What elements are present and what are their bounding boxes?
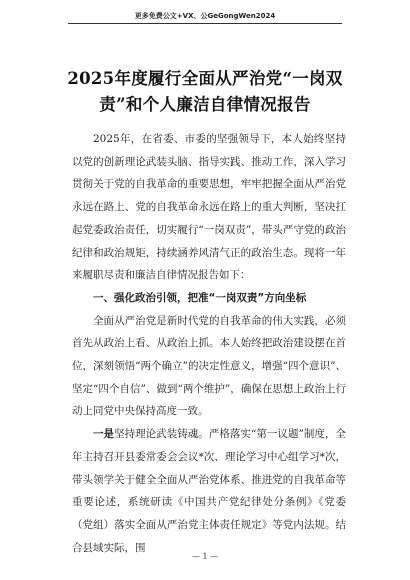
section1-paragraph-2 — [72, 423, 346, 559]
title-line-2: 责”和个人廉洁自律情况报告 — [99, 95, 311, 114]
header-note: 更多免费公文+VX、公GeGongWen2024 — [68, 9, 342, 24]
document-body — [72, 128, 346, 559]
paragraph-text: 坚持理论武装铸魂。严格落实“第一议题”制度，全年主持召开县委常委会会议*次、理论学习中心组学习*次，带头领学关于健全全面从严治党体系、推进党的自我革命等重要论述，系统研读《中国共产党纪律处分条例》《党委（党组）落实全面从严治党主体责任规定》等党内法规。结合县域实际，围 — [72, 428, 346, 554]
page-number: — 1 — — [191, 552, 219, 561]
section1-paragraph-1: 全面从严治党是新时代党的自我革命的伟大实践，必须首先从政治上看、从政治上抓。本人始终把政治建设摆在首位，深刻领悟“两个确立”的决定性意义，增强“四个意识”、坚定“四个自信”、做到“两个维护”，确保在思想上政治上行动上同党中央保持高度一致。 — [72, 314, 346, 418]
paragraph-lead: 一是 — [93, 428, 115, 441]
title-line-1: 2025年度履行全面从严治党“一岗双 — [67, 69, 343, 88]
intro-paragraph: 2025年，在省委、市委的坚强领导下，本人始终坚持以党的创新理论武装头脑、指导实践、推动工作，深入学习贯彻关于党的自我革命的重要思想，牢牢把握全面从严治党永远在路上、党的自我革命永远在路上的重大判断，坚决扛起党委政治责任，切实履行“一岗双责”，带头严守党的政治纪律和政治规矩，持续涵养风清气正的政治生态。现将一年来履职尽责和廉洁自律情况报告如下： — [72, 133, 346, 282]
section-heading-1: 一、强化政治引领，把准“一岗双责”方向坐标 — [93, 291, 307, 304]
document-title — [40, 66, 370, 118]
